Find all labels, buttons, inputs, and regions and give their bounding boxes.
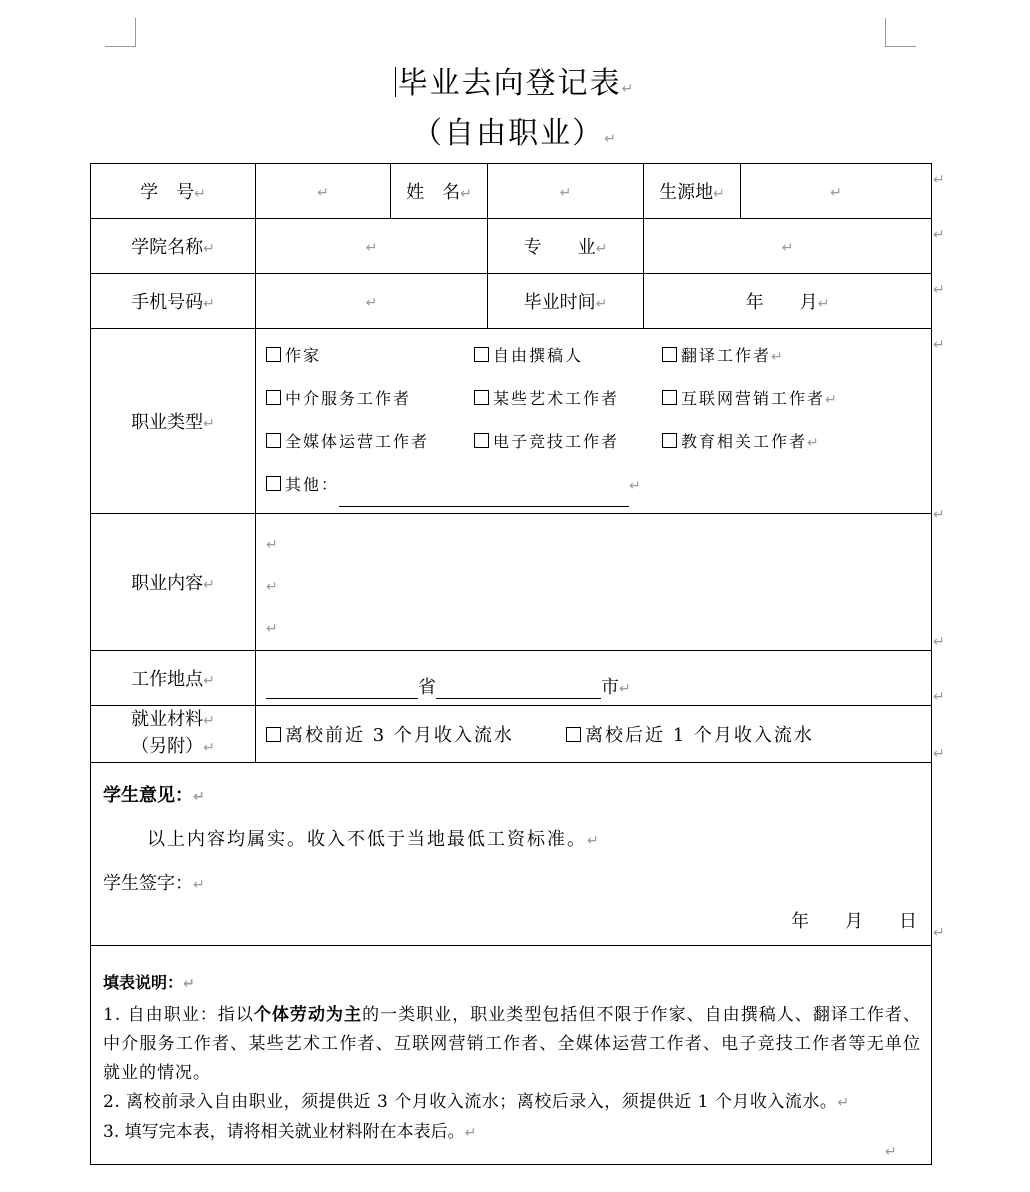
- work-place-field: 省 市↵: [256, 651, 932, 706]
- college-field[interactable]: [256, 219, 488, 274]
- job-option-education[interactable]: 教育相关工作者↵: [662, 421, 821, 464]
- job-option-other[interactable]: 其他： ↵: [266, 464, 643, 507]
- notes-heading: 填表说明：↵: [103, 973, 195, 992]
- return-mark-icon: ↵: [203, 416, 215, 432]
- job-option-agency[interactable]: 中介服务工作者: [266, 378, 474, 421]
- return-mark-icon: ↵: [830, 184, 842, 201]
- row-materials: [91, 706, 932, 763]
- opinion-statement: 以上内容均属实。收入不低于当地最低工资标准。↵: [147, 829, 601, 850]
- grad-time-label: 毕业时间↵: [488, 274, 644, 329]
- origin-field[interactable]: [741, 164, 932, 219]
- notes-item-3: 3. 填写完本表，请将相关就业材料附在本表后。↵: [103, 1122, 477, 1142]
- opinion-heading: 学生意见：↵: [103, 785, 205, 806]
- return-mark-icon: ↵: [203, 241, 215, 257]
- work-place-label: 工作地点↵: [91, 651, 256, 706]
- notes-item-1: 1. 自由职业：指以个体劳动为主的一类职业，职业类型包括但不限于作家、自由撰稿人、翻译工作者、中介服务工作者、某些艺术工作者、互联网营销工作者、全媒体运营工作者、电子竞技工作者等无单位就业的情况。: [103, 1005, 921, 1083]
- row-college: [91, 219, 932, 274]
- row-end-mark-icon: ↵: [933, 746, 945, 762]
- return-mark-icon: ↵: [183, 976, 195, 992]
- form-subtitle-text: （自由职业）: [412, 116, 605, 151]
- checkbox-icon[interactable]: [266, 727, 281, 742]
- row-end-mark-icon: ↵: [933, 337, 945, 353]
- return-mark-icon: ↵: [266, 621, 278, 637]
- return-mark-icon: ↵: [266, 579, 278, 595]
- return-mark-icon: ↵: [817, 296, 830, 312]
- checkbox-icon[interactable]: [474, 433, 489, 448]
- job-option-translator[interactable]: 翻译工作者↵: [662, 335, 785, 378]
- return-mark-icon: ↵: [837, 1095, 850, 1111]
- other-job-input[interactable]: [339, 476, 629, 507]
- city-input[interactable]: [436, 674, 601, 699]
- origin-label: 生源地↵: [644, 164, 741, 219]
- return-mark-icon: ↵: [365, 239, 378, 256]
- checkbox-icon[interactable]: [266, 433, 281, 448]
- row-work-place: [91, 651, 932, 706]
- form-title: [0, 58, 1030, 102]
- checkbox-icon[interactable]: [474, 390, 489, 405]
- row-job-type: [91, 329, 932, 514]
- job-content-label: 职业内容↵: [91, 514, 256, 651]
- return-mark-icon: ↵: [203, 296, 215, 312]
- materials-label: 就业材料↵ （另附）↵: [91, 706, 256, 763]
- row-basic-info: [91, 164, 932, 219]
- major-label: 专 业↵: [488, 219, 644, 274]
- return-mark-icon: ↵: [587, 833, 601, 849]
- job-option-writer[interactable]: 作家: [266, 335, 474, 378]
- job-option-internet-marketing[interactable]: 互联网营销工作者↵: [662, 378, 839, 421]
- row-notes: [91, 946, 932, 1165]
- form-title-text: 毕业去向登记表: [397, 66, 622, 101]
- return-mark-icon: ↵: [713, 186, 725, 202]
- return-mark-icon: ↵: [825, 392, 839, 408]
- return-mark-icon: ↵: [460, 186, 472, 202]
- form-subtitle: [0, 108, 1030, 152]
- checkbox-icon[interactable]: [566, 727, 581, 742]
- text-cursor: [395, 67, 396, 97]
- job-type-label: 职业类型↵: [91, 329, 256, 514]
- return-mark-icon: ↵: [317, 184, 329, 201]
- signature-line: 学生签字：↵: [103, 873, 205, 894]
- student-id-label: 学 号↵: [91, 164, 256, 219]
- row-end-mark-icon: ↵: [933, 507, 945, 523]
- job-type-row: [266, 421, 931, 464]
- return-mark-icon: ↵: [807, 435, 821, 451]
- job-option-media-ops[interactable]: 全媒体运营工作者: [266, 421, 474, 464]
- return-mark-icon: ↵: [365, 294, 378, 311]
- return-mark-icon: ↵: [629, 478, 643, 494]
- college-label: 学院名称↵: [91, 219, 256, 274]
- return-mark-icon: ↵: [203, 673, 215, 689]
- phone-field[interactable]: [256, 274, 488, 329]
- signature-date: 年 月 日: [791, 911, 917, 932]
- grad-time-field[interactable]: 年 月↵: [644, 274, 932, 329]
- return-mark-icon: ↵: [621, 81, 636, 97]
- return-mark-icon: ↵: [266, 537, 278, 553]
- phone-label: 手机号码↵: [91, 274, 256, 329]
- job-option-artist[interactable]: 某些艺术工作者: [474, 378, 662, 421]
- paragraph-end-mark-icon: ↵: [885, 1144, 897, 1160]
- major-field[interactable]: [644, 219, 932, 274]
- registration-form-table: [90, 163, 932, 1165]
- name-label: 姓 名↵: [391, 164, 488, 219]
- return-mark-icon: ↵: [203, 577, 215, 593]
- return-mark-icon: ↵: [193, 789, 205, 805]
- return-mark-icon: ↵: [771, 349, 785, 365]
- row-end-mark-icon: ↵: [933, 282, 945, 298]
- student-opinion-section: [91, 763, 932, 946]
- page-corner-top-left: [105, 18, 136, 47]
- student-id-field[interactable]: [256, 164, 391, 219]
- checkbox-icon[interactable]: [662, 433, 677, 448]
- checkbox-icon[interactable]: [474, 347, 489, 362]
- name-field[interactable]: [488, 164, 644, 219]
- return-mark-icon: ↵: [559, 184, 572, 201]
- job-content-field[interactable]: [256, 514, 932, 651]
- job-type-row: [266, 335, 931, 378]
- row-end-mark-icon: ↵: [933, 689, 945, 705]
- page-corner-top-right: [885, 18, 916, 47]
- fill-instructions-section: [91, 946, 932, 1165]
- notes-item-2: 2. 离校前录入自由职业，须提供近 3 个月收入流水；离校后录入，须提供近 1 个月收入流水。↵: [103, 1092, 850, 1112]
- return-mark-icon: ↵: [595, 241, 608, 257]
- job-type-row: [266, 464, 931, 507]
- material-option-before-leave[interactable]: 离校前近 3 个月收入流水: [266, 721, 566, 747]
- job-type-options: [256, 329, 932, 514]
- checkbox-icon[interactable]: [662, 347, 677, 362]
- row-end-mark-icon: ↵: [933, 227, 945, 243]
- row-opinion: [91, 763, 932, 946]
- row-phone: [91, 274, 932, 329]
- row-end-mark-icon: ↵: [933, 925, 945, 941]
- job-option-esports[interactable]: 电子竞技工作者: [474, 421, 662, 464]
- return-mark-icon: ↵: [604, 131, 618, 147]
- row-job-content: [91, 514, 932, 651]
- return-mark-icon: ↵: [619, 681, 631, 697]
- checkbox-icon[interactable]: [266, 347, 281, 362]
- checkbox-icon[interactable]: [266, 390, 281, 405]
- checkbox-icon[interactable]: [662, 390, 677, 405]
- return-mark-icon: ↵: [193, 877, 205, 893]
- return-mark-icon: ↵: [781, 239, 794, 256]
- row-end-mark-icon: ↵: [933, 634, 945, 650]
- return-mark-icon: ↵: [595, 296, 608, 312]
- job-type-row: [266, 378, 931, 421]
- job-option-freelance-writer[interactable]: 自由撰稿人: [474, 335, 662, 378]
- row-end-mark-icon: ↵: [933, 172, 945, 188]
- checkbox-icon[interactable]: [266, 476, 281, 491]
- return-mark-icon: ↵: [194, 186, 206, 202]
- return-mark-icon: ↵: [203, 740, 215, 756]
- return-mark-icon: ↵: [203, 713, 215, 729]
- province-input[interactable]: [266, 674, 418, 699]
- return-mark-icon: ↵: [464, 1125, 477, 1141]
- material-option-after-leave[interactable]: 离校后近 1 个月收入流水: [566, 725, 814, 746]
- materials-options: [256, 706, 932, 763]
